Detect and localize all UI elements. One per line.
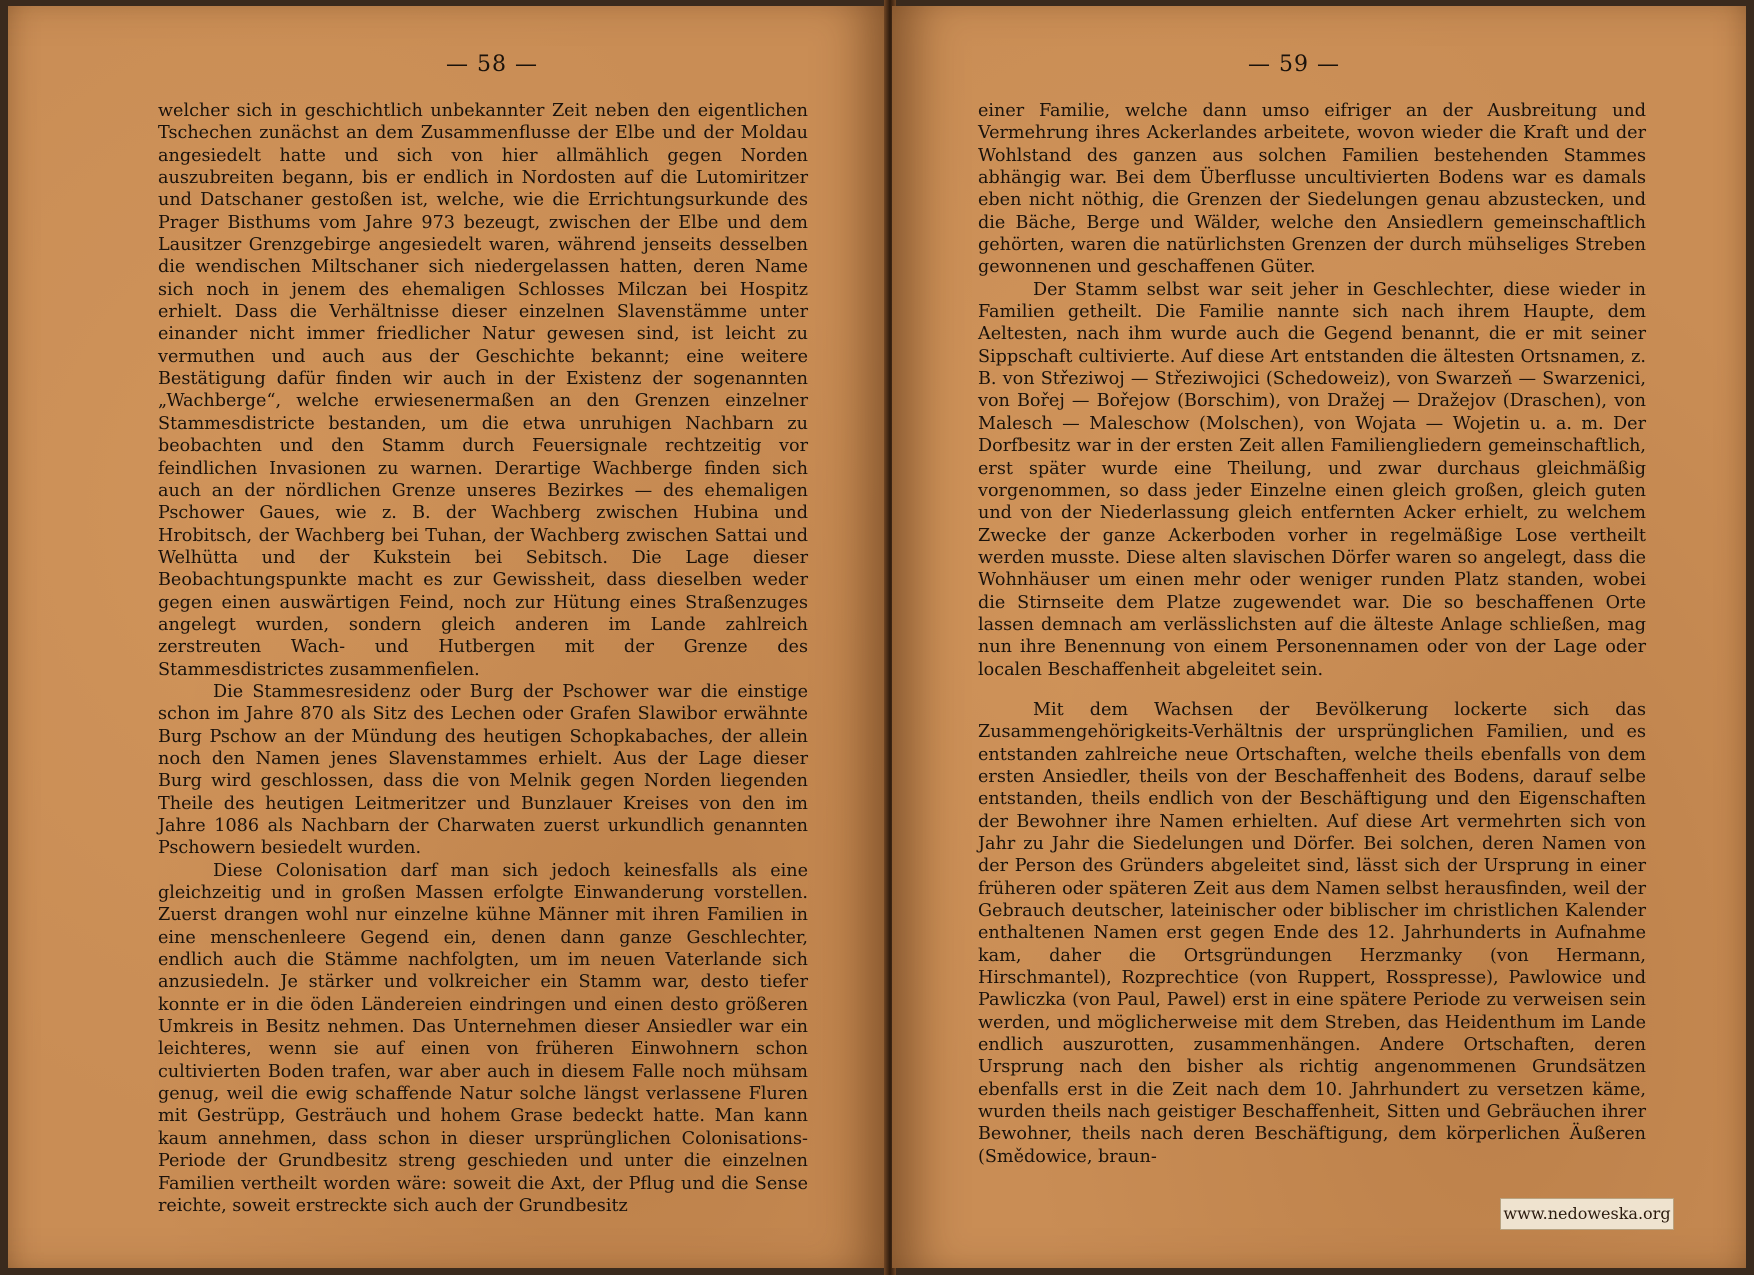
page-number-right: — 59 — xyxy=(1248,52,1340,77)
right-paragraph-3: Mit dem Wachsen der Bevölkerung lockerte sich das Zusammengehörigkeits-Verhältnis der ursprünglichen Familien, und es entstanden zahlreiche neue Ortschaften, welche theils ebenfalls von dem ersten Ansiedler, theils von der Beschaffenheit des Bodens, darauf selbe entstanden, theils endlich von der Beschäftigung und den Eigenschaften der Bewohner ihre Namen erhielten. Auf diese Art vermehrten sich von Jahr zu Jahr die Siedelungen und Dörfer. Bei solchen, deren Namen von der Person des Gründers abgeleitet sind, lässt sich der Ursprung in einer früheren oder späteren Zeit aus dem Namen selbst herausfinden, weil der Gebrauch deutscher, lateinischer oder biblischer im christlichen Kalender enthaltenen Namen erst gegen Ende des 12. Jahrhunderts in Aufnahme kam, daher die Ortsgründungen Herzmanky (von Hermann, Hirschmantel), Rozprechtice (von Ruppert, Rosspresse), Pawlowice und Pawliczka (von Paul, Pawel) erst in eine spätere Periode zu verweisen sein werden, und möglicherweise mit dem Streben, das Heidenthum im Lande endlich auszurotten, zusammenhängen. Andere Ortschaften, deren Ursprung nach den bisher als richtig angenommenen Grundsätzen ebenfalls erst in die Zeit nach dem 10. Jahrhundert zu versetzen käme, wurden theils nach geistiger Beschaffenheit, Sitten und Gebräuchen ihrer Bewohner, theils nach deren Beschäftigung, dem körperlichen Äußeren (Smědowice, braun- xyxy=(978,699,1646,1167)
right-page xyxy=(892,6,1746,1268)
left-page xyxy=(8,6,888,1268)
left-text-block xyxy=(158,100,808,1217)
left-paragraph-2: Die Stammesresidenz oder Burg der Pschower war die einstige schon im Jahre 870 als Sitz des Lechen oder Grafen Slawibor erwähnte Burg Pschow an der Mündung des heutigen Schopkabaches, der allein noch den Namen jenes Slavenstammes erhielt. Aus der Lage dieser Burg wird geschlossen, dass die von Melnik gegen Norden liegenden Theile des heutigen Leitmeritzer und Bunzlauer Kreises von den im Jahre 1086 als Nachbarn der Charwaten zuerst urkundlich genannten Pschowern besiedelt wurden. xyxy=(158,681,808,859)
left-paragraph-1: welcher sich in geschichtlich unbekannter Zeit neben den eigentlichen Tschechen zunächst an dem Zusammenflusse der Elbe und der Moldau angesiedelt hatte und sich von hier allmählich gegen Norden auszubreiten begann, bis er endlich in Nordosten auf die Lutomiritzer und Datschaner gestoßen ist, welche, wie die Errichtungsurkunde des Prager Bisthums vom Jahre 973 bezeugt, zwischen der Elbe und dem Lausitzer Grenzgebirge angesiedelt waren, während jenseits desselben die wendischen Miltschaner sich niedergelassen hatten, deren Name sich noch in jenem des ehemaligen Schlosses Milczan bei Hospitz erhielt. Dass die Verhältnisse dieser einzelnen Slavenstämme unter einander nicht immer friedlicher Natur gewesen sind, ist leicht zu vermuthen und auch aus der Geschichte bekannt; eine weitere Bestätigung dafür finden wir auch in der Existenz der sogenannten „Wachberge“, welche erwiesenermaßen an den Grenzen einzelner Stammesdistricte bestanden, um die etwa unruhigen Nachbarn zu beobachten und den Stamm durch Feuersignale rechtzeitig vor feindlichen Invasionen zu warnen. Derartige Wachberge finden sich auch an der nördlichen Grenze unseres Bezirkes — des ehemaligen Pschower Gaues, wie z. B. der Wachberg zwischen Hubina und Hrobitsch, der Wachberg bei Tuhan, der Wachberg zwischen Sattai und Welhütta und der Kukstein bei Sebitsch. Die Lage dieser Beobachtungspunkte macht es zur Gewissheit, dass dieselben weder gegen einen auswärtigen Feind, noch zur Hütung eines Straßenzuges angelegt wurden, sondern gleich anderen im Lande zahlreich zerstreuten Wach- und Hutbergen mit der Grenze des Stammesdistrictes zusammenfielen. xyxy=(158,101,808,680)
right-paragraph-2: Der Stamm selbst war seit jeher in Geschlechter, diese wieder in Familien getheilt. Die Familie nannte sich nach ihrem Haupte, dem Aeltesten, nach ihm wurde auch die Gegend benannt, die er mit seiner Sippschaft cultivierte. Auf diese Art entstanden die ältesten Ortsnamen, z. B. von Střeziwoj — Střeziwojici (Schedoweiz), von Swarzeň — Swarzenici, von Bořej — Bořejow (Borschim), von Dražej — Dražejov (Draschen), von Malesch — Maleschow (Molschen), von Wojata — Wojetin u. a. m. Der Dorfbesitz war in der ersten Zeit allen Familiengliedern gemeinschaftlich, erst später wurde eine Theilung, und zwar durchaus gleichmäßig vorgenommen, so dass jeder Einzelne einen gleich großen, gleich guten und von der Niederlassung gleich entfernten Acker erhielt, zu welchem Zwecke der ganze Ackerboden vorher in regelmäßige Lose vertheilt werden musste. Diese alten slavischen Dörfer waren so angelegt, dass die Wohnhäuser um einen mehr oder weniger runden Platz standen, wobei die Stirnseite dem Platze zugewendet war. Die so beschaffenen Orte lassen demnach am verlässlichsten auf die älteste Anlage schließen, mag nun ihre Benennung von einem Personennamen oder von der Lage oder localen Beschaffenheit abgeleitet sein. xyxy=(978,279,1646,680)
right-paragraph-1: einer Familie, welche dann umso eifriger an der Ausbreitung und Vermehrung ihres Ackerlandes arbeitete, wovon wieder die Kraft und der Wohlstand des ganzen aus solchen Familien bestehenden Stammes abhängig war. Bei dem Überflusse uncultivierten Bodens war es damals eben nicht nöthig, die Grenzen der Siedelungen genau abzustecken, und die Bäche, Berge und Wälder, welche den Ansiedlern gemeinschaftlich gehörten, waren die natürlichsten Grenzen der durch mühseliges Streben gewonnenen und geschaffenen Güter. xyxy=(978,101,1646,278)
left-paragraph-3: Diese Colonisation darf man sich jedoch keinesfalls als eine gleichzeitig und in großen Massen erfolgte Einwanderung vorstellen. Zuerst drangen wohl nur einzelne kühne Männer mit ihren Familien in eine menschenleere Gegend ein, denen dann ganze Geschlechter, endlich auch die Stämme nachfolgten, um im neuen Vaterlande sich anzusiedeln. Je stärker und volkreicher ein Stamm war, desto tiefer konnte er in die öden Ländereien eindringen und einen desto größeren Umkreis in Besitz nehmen. Das Unternehmen dieser Ansiedler war ein leichteres, wenn sie auf einen von früheren Einwohnern schon cultivierten Boden trafen, war aber auch in diesem Falle noch mühsam genug, weil die ewig schaffende Natur solche längst verlassene Fluren mit Gestrüpp, Gesträuch und hohem Grase bedeckt hatte. Man kann kaum annehmen, dass schon in dieser ursprünglichen Colonisations-Periode der Grundbesitz streng geschieden und unter die einzelnen Familien vertheilt worden wäre: soweit die Axt, der Pflug und die Sense reichte, soweit erstreckte sich auch der Grundbesitz xyxy=(158,860,808,1216)
watermark-label: www.nedoweska.org xyxy=(1500,1198,1674,1230)
right-text-block xyxy=(978,100,1646,1168)
page-number-left: — 58 — xyxy=(446,52,538,77)
